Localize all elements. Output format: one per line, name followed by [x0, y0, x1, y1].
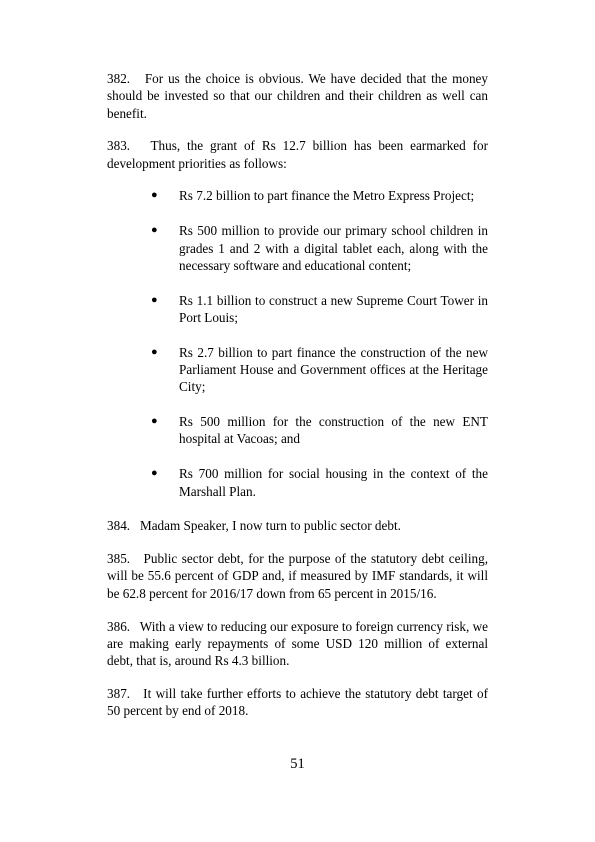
list-item-text: Rs 500 million to provide our primary school children in grades 1 and 2 with a digital tablet each, along with the necessary software and educational content;	[179, 223, 488, 273]
paragraph-number: 382.	[107, 71, 131, 86]
paragraph-text: Public sector debt, for the purpose of the statutory debt ceiling, will be 55.6 percent of GDP and, if measured by IMF standards, it will be 62.8 percent for 2016/17 down from 65 percent in 2015/16.	[107, 551, 488, 601]
paragraph-386	[107, 618, 488, 670]
list-item	[107, 292, 488, 327]
list-item	[107, 465, 488, 500]
paragraph-387	[107, 685, 488, 720]
paragraph-number: 383.	[107, 138, 131, 154]
paragraph-number: 386.	[107, 618, 131, 634]
development-priorities-list	[107, 187, 488, 499]
list-item-text: Rs 1.1 billion to construct a new Supreme Court Tower in Port Louis;	[179, 292, 488, 325]
paragraph-383	[107, 137, 488, 172]
paragraph-text: Thus, the grant of Rs 12.7 billion has been earmarked for development priorities as follows:	[107, 138, 488, 171]
bullet-icon: ●	[151, 415, 158, 428]
page-number: 51	[290, 756, 305, 772]
list-item-text: Rs 7.2 billion to part finance the Metro Express Project;	[179, 188, 475, 204]
paragraph-text: Madam Speaker, I now turn to public sector debt.	[139, 518, 401, 534]
bullet-icon: ●	[151, 293, 158, 306]
paragraph-384	[107, 517, 488, 534]
paragraph-number: 385.	[107, 551, 131, 567]
list-item-text: Rs 500 million for the construction of the new ENT hospital at Vacoas; and	[179, 414, 488, 447]
list-item-text: Rs 700 million for social housing in the context of the Marshall Plan.	[179, 466, 488, 499]
paragraph-text: With a view to reducing our exposure to foreign currency risk, we are making early repayments of some USD 120 million of external debt, that is, around Rs 4.3 billion.	[107, 618, 489, 669]
bullet-icon: ●	[151, 189, 158, 202]
paragraph-number: 384.	[107, 518, 131, 534]
list-item	[107, 187, 488, 204]
paragraph-text: It will take further efforts to achieve the statutory debt target of 50 percent by end of 2018.	[107, 685, 488, 719]
paragraph-382	[107, 70, 488, 122]
paragraph-number: 387.	[107, 685, 131, 701]
list-item-text: Rs 2.7 billion to part finance the construction of the new Parliament House and Government offices at the Heritage City;	[179, 344, 488, 395]
bullet-icon: ●	[151, 345, 158, 358]
list-item	[107, 222, 488, 274]
bullet-icon: ●	[151, 467, 158, 480]
bullet-icon: ●	[151, 224, 158, 237]
list-item	[107, 344, 488, 396]
list-item	[107, 413, 488, 448]
paragraph-385	[107, 550, 488, 602]
paragraph-text: For us the choice is obvious. We have decided that the money should be invested so that our children and their children as well can benefit.	[107, 71, 489, 121]
document-page	[107, 70, 488, 735]
